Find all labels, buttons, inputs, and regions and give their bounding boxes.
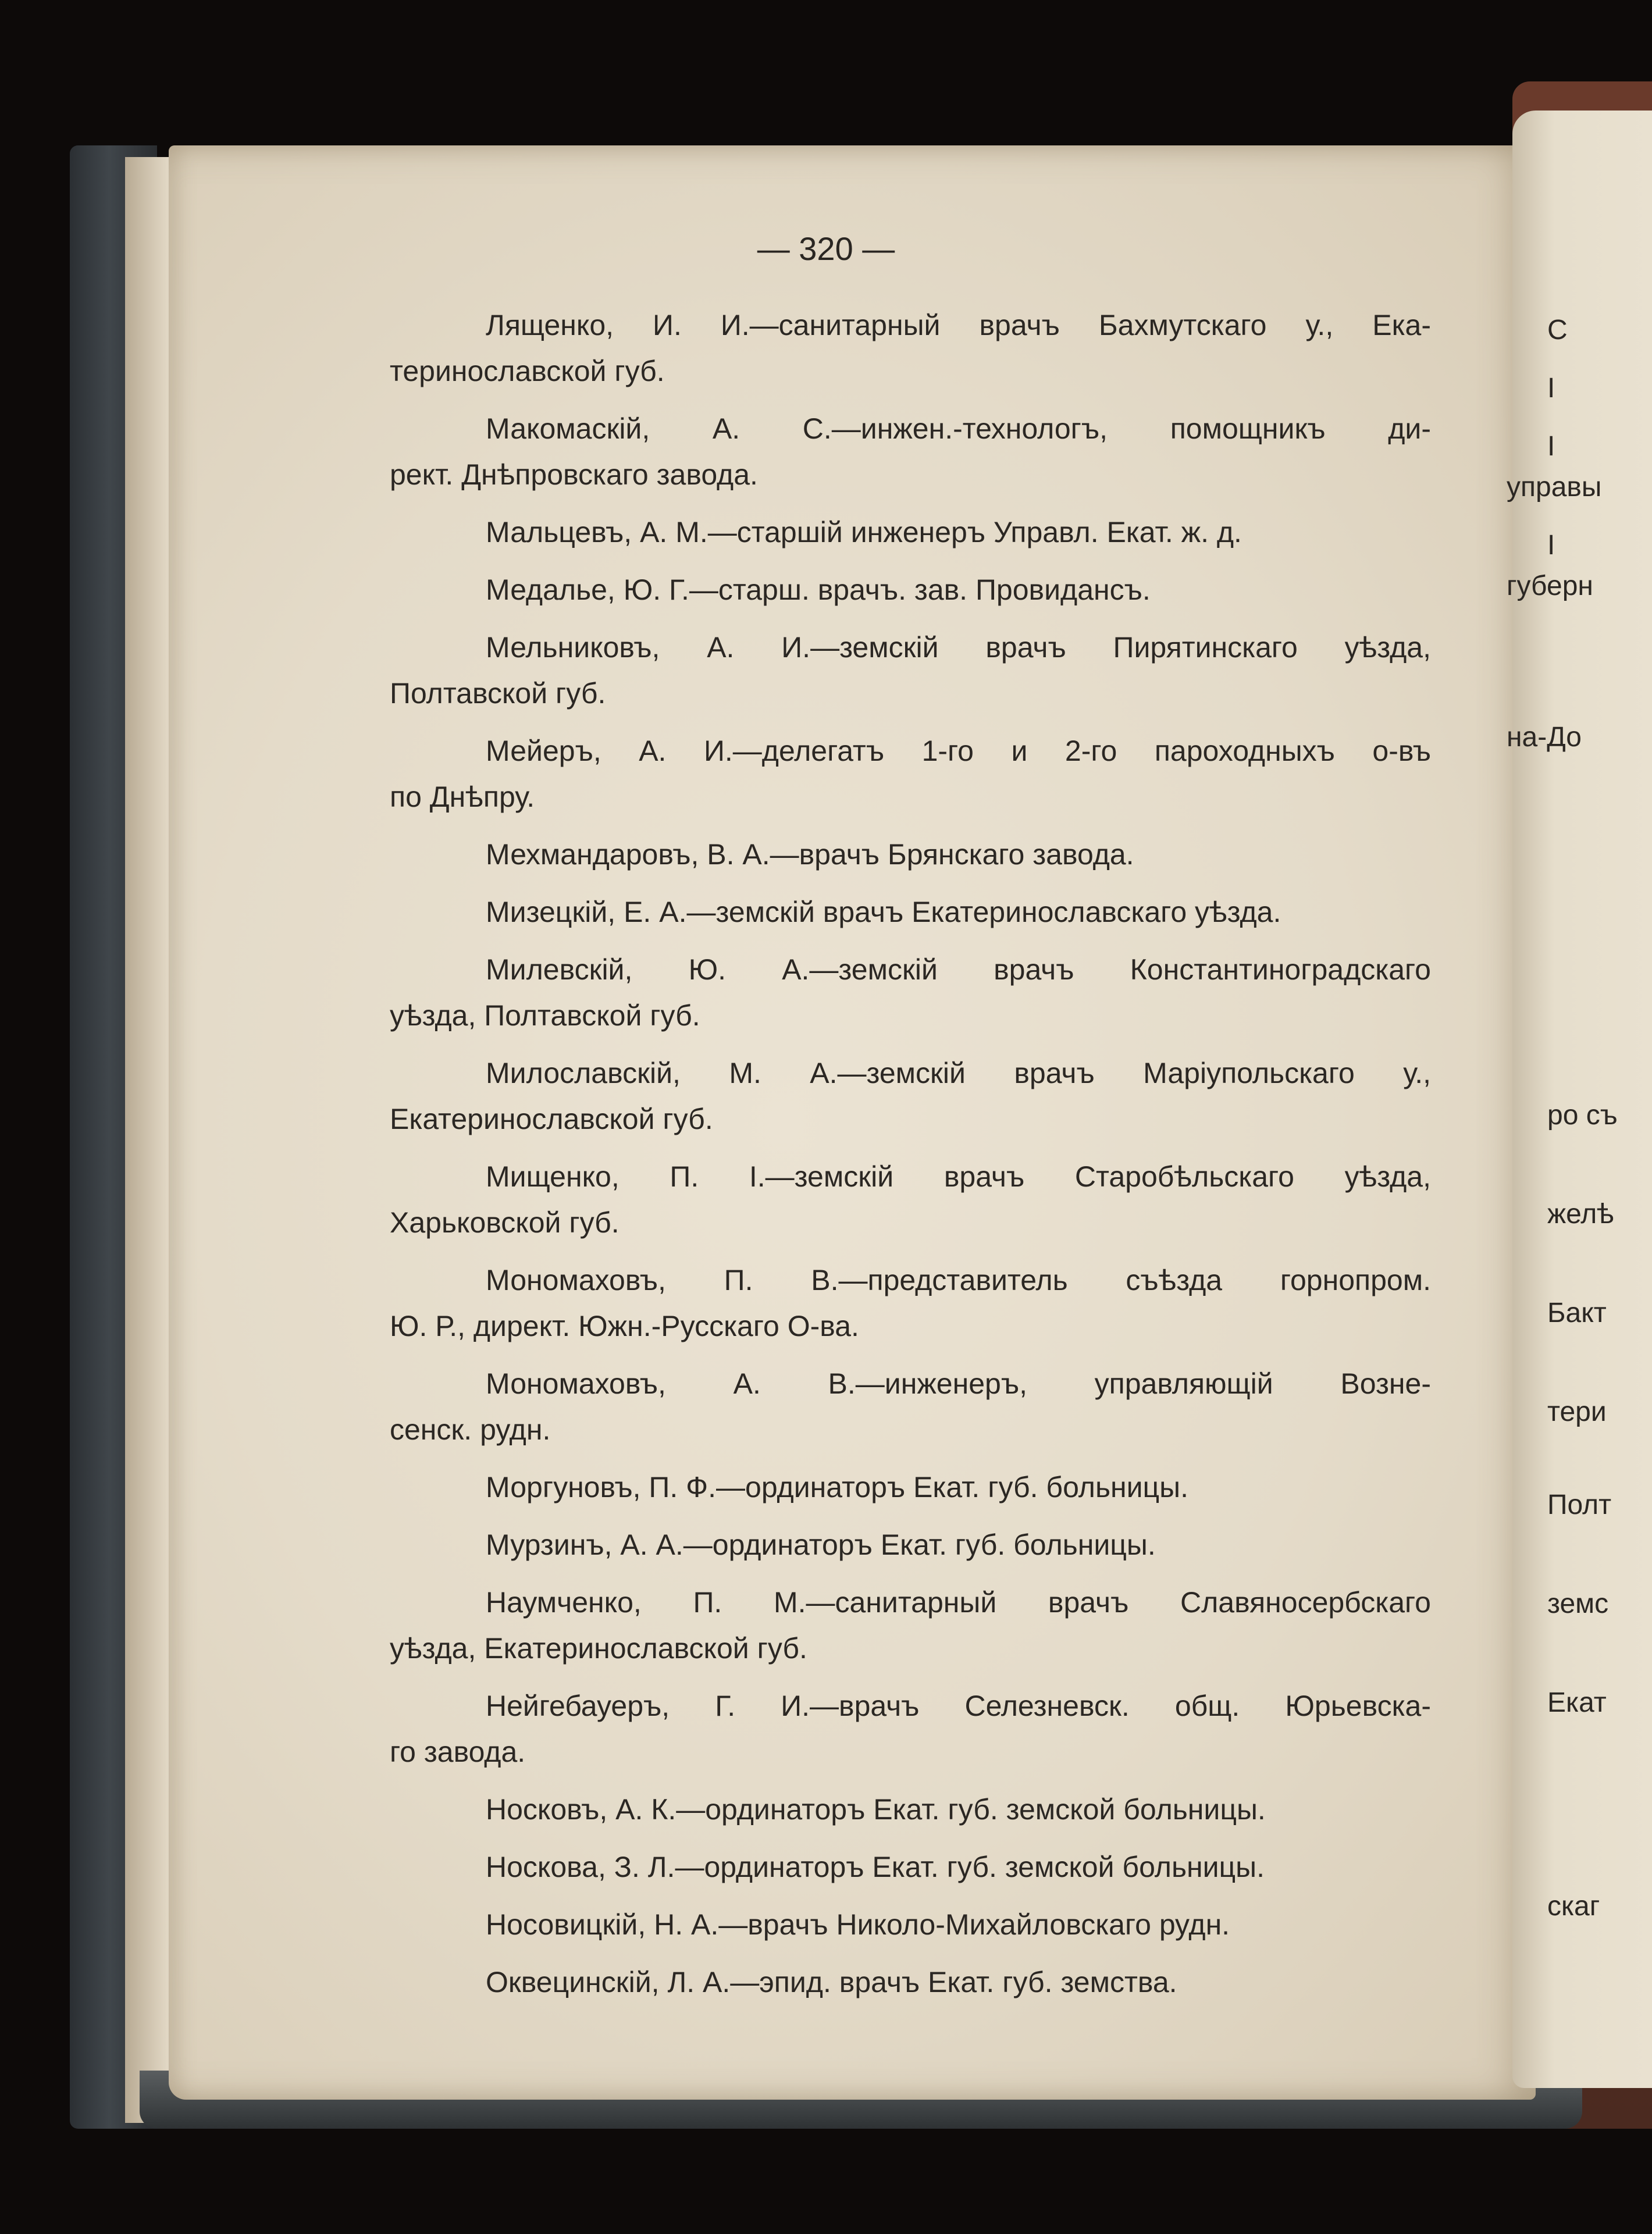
entry-line: Моргуновъ, П. Ф.—ординаторъ Екат. губ. больницы. (486, 1471, 1189, 1503)
entry-line: Носовицкій, Н. А.—врачъ Николо-Михайловскаго рудн. (486, 1908, 1230, 1941)
entry-line: Мехмандаровъ, В. А.—врачъ Брянскаго завода. (486, 838, 1134, 871)
list-item (390, 1580, 1431, 1672)
list-item (390, 567, 1431, 613)
right-fragment: скаг (1547, 1891, 1600, 1922)
entry-continuation: Полтавской губ. (390, 677, 606, 710)
list-item (390, 1844, 1431, 1890)
entry-line: Мальцевъ, А. М.—старшій инженеръ Управл. Екат. ж. д. (486, 516, 1242, 548)
entry-line: Макомаскій, А. С.—инжен.-технологъ, помощникъ ди- (486, 412, 1431, 445)
list-item (390, 509, 1431, 555)
right-fragment: ро съ (1547, 1100, 1618, 1131)
right-fragment: І (1547, 530, 1555, 561)
list-item (390, 947, 1431, 1039)
entry-line: Носковъ, А. К.—ординаторъ Екат. губ. земской больницы. (486, 1793, 1266, 1826)
right-fragment: І (1547, 373, 1555, 404)
entry-line: Медалье, Ю. Г.—старш. врачъ. зав. Провидансъ. (486, 573, 1151, 606)
entry-line: Милевскій, Ю. А.—земскій врачъ Константиноградскаго (486, 953, 1431, 986)
right-fragment: Полт (1547, 1490, 1612, 1520)
entry-list (390, 302, 1431, 2017)
entry-continuation: уѣзда, Полтавской губ. (390, 999, 700, 1032)
list-item (390, 1959, 1431, 2005)
entry-continuation: Ю. Р., директ. Южн.-Русскаго О-ва. (390, 1310, 859, 1342)
right-fragment: на-До (1507, 722, 1582, 753)
list-item (390, 1465, 1431, 1510)
right-fragment: губерн (1507, 571, 1593, 601)
entry-continuation: Харьковской губ. (390, 1206, 620, 1239)
entry-continuation: го завода. (390, 1736, 526, 1768)
list-item (390, 889, 1431, 935)
right-fragment: С (1547, 315, 1568, 345)
list-item (390, 625, 1431, 717)
entry-continuation: теринославской губ. (390, 355, 665, 387)
list-item (390, 302, 1431, 394)
list-item (390, 1902, 1431, 1948)
entry-continuation: по Днѣпру. (390, 781, 535, 813)
list-item (390, 1683, 1431, 1775)
list-item (390, 1257, 1431, 1349)
list-item (390, 1154, 1431, 1246)
entry-line: Носкова, З. Л.—ординаторъ Екат. губ. земской больницы. (486, 1851, 1265, 1883)
right-fragment: Екат (1547, 1687, 1607, 1718)
entry-continuation: уѣзда, Екатеринославской губ. (390, 1632, 807, 1665)
list-item (390, 832, 1431, 878)
list-item (390, 1050, 1431, 1142)
entry-line: Наумченко, П. М.—санитарный врачъ Славяносербскаго (486, 1586, 1431, 1619)
entry-line: Лященко, И. И.—санитарный врачъ Бахмутскаго у., Ека- (486, 309, 1431, 341)
entry-continuation: рект. Днѣпровскаго завода. (390, 458, 758, 491)
entry-line: Мейеръ, А. И.—делегатъ 1-го и 2-го пароходныхъ о-въ (486, 735, 1431, 767)
entry-line: Милославскій, М. А.—земскій врачъ Маріупольскаго у., (486, 1057, 1431, 1089)
entry-line: Оквецинскій, Л. А.—эпид. врачъ Екат. губ. земства. (486, 1966, 1177, 1998)
right-fragment: желѣ (1547, 1199, 1614, 1230)
entry-continuation: сенск. рудн. (390, 1413, 551, 1446)
page-number: — 320 — (757, 230, 895, 267)
list-item (390, 728, 1431, 820)
entry-continuation: Екатеринославской губ. (390, 1103, 713, 1135)
right-fragment: І (1547, 431, 1555, 462)
entry-line: Нейгебауеръ, Г. И.—врачъ Селезневск. общ. Юрьевска- (486, 1690, 1431, 1722)
entry-line: Мельниковъ, А. И.—земскій врачъ Пирятинскаго уѣзда, (486, 631, 1431, 664)
right-fragment: управы (1507, 472, 1602, 503)
list-item (390, 1361, 1431, 1453)
list-item (390, 406, 1431, 498)
list-item (390, 1787, 1431, 1833)
right-fragment: тери (1547, 1396, 1607, 1427)
entry-line: Мурзинъ, А. А.—ординаторъ Екат. губ. больницы. (486, 1528, 1156, 1561)
entry-line: Мизецкій, Е. А.—земскій врачъ Екатеринославскаго уѣзда. (486, 896, 1281, 928)
list-item (390, 1522, 1431, 1568)
right-fragment: Бакт (1547, 1298, 1607, 1328)
right-fragment: земс (1547, 1588, 1609, 1619)
entry-line: Мономаховъ, П. В.—представитель съѣзда горнопром. (486, 1264, 1431, 1296)
entry-line: Мищенко, П. І.—земскій врачъ Старобѣльскаго уѣзда, (486, 1160, 1431, 1193)
entry-line: Мономаховъ, А. В.—инженеръ, управляющій Возне- (486, 1367, 1431, 1400)
